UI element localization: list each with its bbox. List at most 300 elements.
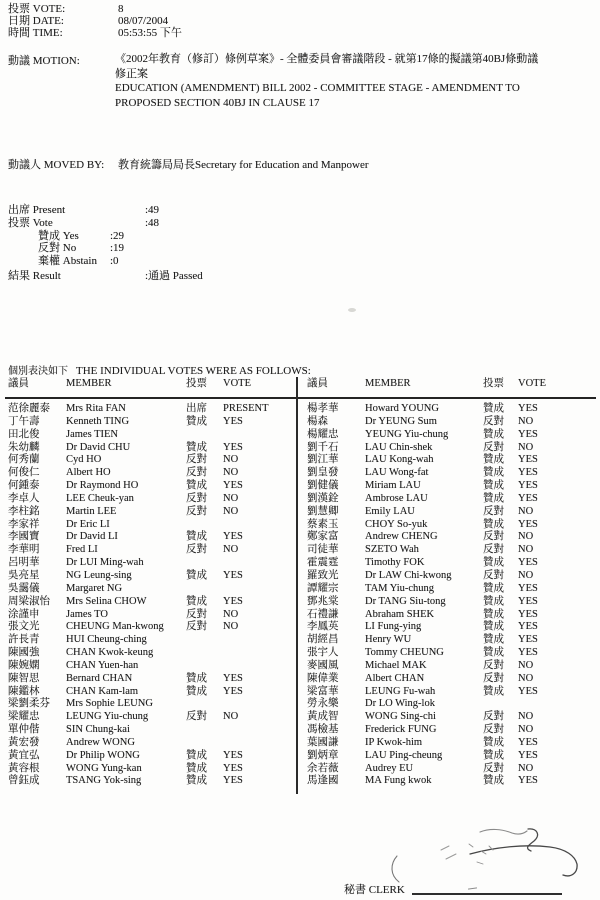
member-name-en: Mrs Rita FAN	[66, 403, 126, 414]
member-vote-row	[307, 442, 595, 455]
member-vote-zh: 贊成	[483, 634, 504, 646]
member-vote-zh: 反對	[186, 492, 207, 504]
member-vote-row	[307, 467, 595, 480]
summary-vote-row	[8, 217, 203, 230]
member-vote-en: YES	[518, 492, 538, 504]
member-vote-row	[8, 686, 294, 699]
member-vote-en: YES	[518, 775, 538, 787]
member-name-en: Andrew CHENG	[365, 531, 438, 543]
member-vote-zh	[186, 737, 223, 750]
yes-value: :29	[110, 229, 125, 242]
member-name-zh: 陳智思	[8, 672, 40, 684]
member-name-en: Abraham SHEK	[365, 608, 435, 620]
member-vote-en	[223, 519, 294, 532]
member-vote-en: YES	[223, 531, 243, 543]
member-vote-zh	[186, 557, 223, 570]
member-vote-row	[307, 609, 595, 622]
member-vote-en	[223, 429, 294, 442]
member-name-zh: 麥國風	[307, 659, 339, 671]
motion-section	[8, 52, 538, 110]
member-name-zh: 霍震霆	[307, 557, 339, 569]
member-vote-zh: 反對	[186, 467, 207, 479]
no-label: 反對 No	[38, 242, 77, 255]
member-vote-zh	[186, 429, 223, 442]
member-vote-row	[8, 544, 294, 557]
member-vote-zh: 反對	[483, 672, 504, 684]
col-member-zh: 議員	[8, 378, 29, 389]
member-name-en: Martin LEE	[66, 505, 117, 517]
member-vote-zh	[186, 583, 223, 596]
clerk-label: 秘書 CLERK	[344, 884, 405, 896]
member-name-en: Albert CHAN	[365, 672, 425, 684]
col-vote-en: VOTE	[518, 378, 546, 389]
member-vote-en: YES	[518, 454, 538, 466]
member-vote-row	[8, 493, 294, 506]
votes-table-left	[8, 378, 294, 788]
member-name-en: Frederick FUNG	[365, 724, 437, 736]
member-name-zh: 梁富華	[307, 685, 339, 697]
clerk-signature	[385, 820, 585, 890]
member-vote-en: YES	[518, 749, 538, 761]
moved-by-label: 動議人 MOVED BY:	[8, 159, 105, 171]
member-vote-zh: 贊成	[483, 467, 504, 479]
member-name-en: WONG Sing-chi	[365, 711, 436, 723]
member-name-zh: 涂謹申	[8, 608, 40, 620]
member-vote-zh: 贊成	[186, 749, 207, 761]
member-vote-en: NO	[223, 492, 239, 504]
member-name-en: Dr Philip WONG	[66, 749, 140, 761]
member-vote-row	[307, 493, 595, 506]
member-vote-zh: 贊成	[483, 595, 504, 607]
member-name-en: Dr LO Wing-lok	[365, 698, 435, 710]
member-name-en: Dr TANG Siu-tong	[365, 595, 446, 607]
scan-smudge	[348, 308, 356, 312]
member-name-en: LAU Chin-shek	[365, 441, 433, 453]
member-vote-row	[307, 724, 595, 737]
member-vote-row	[307, 454, 595, 467]
member-name-zh: 梁耀忠	[8, 711, 40, 723]
summary-no-row	[8, 242, 203, 255]
member-vote-zh: 反對	[483, 659, 504, 671]
member-vote-row	[307, 763, 595, 776]
member-vote-en: YES	[223, 775, 243, 787]
member-vote-row	[8, 711, 294, 724]
member-vote-row	[307, 621, 595, 634]
member-name-en: LI Fung-ying	[365, 621, 422, 633]
member-vote-en: NO	[518, 672, 534, 684]
member-name-en: Dr LAW Chi-kwong	[365, 569, 452, 581]
member-vote-zh	[186, 647, 223, 660]
member-name-en: Mrs Sophie LEUNG	[66, 698, 153, 710]
member-vote-zh: 反對	[483, 531, 504, 543]
member-vote-zh	[186, 698, 223, 711]
member-vote-zh: 贊成	[483, 428, 504, 440]
member-vote-zh: 贊成	[483, 480, 504, 492]
abstain-value: :0	[110, 255, 119, 268]
member-vote-row	[8, 737, 294, 750]
member-name-en: Cyd HO	[66, 454, 102, 466]
member-vote-row	[8, 596, 294, 609]
member-vote-zh: 贊成	[186, 441, 207, 453]
member-vote-zh: 贊成	[186, 415, 207, 427]
individual-votes-heading-zh: 個別表決如下	[8, 366, 68, 377]
member-vote-row	[307, 698, 595, 711]
member-vote-zh	[186, 724, 223, 737]
member-vote-zh: 贊成	[186, 569, 207, 581]
member-name-zh: 葉國謙	[307, 736, 339, 748]
member-name-en: Dr YEUNG Sum	[365, 415, 437, 427]
member-vote-en: NO	[518, 762, 534, 774]
member-name-zh: 譚耀宗	[307, 582, 339, 594]
member-vote-zh: 贊成	[483, 582, 504, 594]
summary-present-row	[8, 204, 203, 217]
member-name-en: Dr Eric LI	[66, 518, 110, 530]
member-vote-zh: 反對	[483, 544, 504, 556]
member-vote-row	[307, 647, 595, 660]
member-vote-zh	[186, 519, 223, 532]
member-vote-en: NO	[223, 505, 239, 517]
member-vote-row	[307, 634, 595, 647]
member-vote-zh: 贊成	[483, 518, 504, 530]
col-vote-en: VOTE	[223, 378, 251, 389]
member-name-zh: 余若薇	[307, 762, 339, 774]
member-vote-zh: 贊成	[483, 621, 504, 633]
member-name-zh: 劉慧卿	[307, 505, 339, 517]
col-vote-zh: 投票	[483, 378, 504, 389]
member-name-zh: 李柱銘	[8, 505, 40, 517]
member-vote-zh: 反對	[483, 441, 504, 453]
member-name-en: CHAN Yuen-han	[66, 659, 139, 671]
summary-result-row	[8, 270, 203, 283]
member-vote-en: NO	[518, 569, 534, 581]
member-vote-en: YES	[518, 608, 538, 620]
member-name-en: Dr David LI	[66, 531, 118, 543]
summary-abstain-row	[8, 255, 203, 268]
member-vote-row	[307, 506, 595, 519]
member-vote-row	[8, 506, 294, 519]
yes-label: 贊成 Yes	[38, 229, 79, 242]
member-vote-en: YES	[223, 415, 243, 427]
member-vote-en: NO	[518, 441, 534, 453]
member-name-en: Dr Raymond HO	[66, 480, 139, 492]
member-vote-row	[8, 454, 294, 467]
member-name-zh: 劉健儀	[307, 480, 339, 492]
member-name-zh: 楊孝華	[307, 403, 339, 414]
member-vote-zh: 反對	[186, 608, 207, 620]
member-name-zh: 朱幼麟	[8, 441, 40, 453]
member-vote-en: NO	[518, 659, 534, 671]
member-name-zh: 何鍾泰	[8, 480, 40, 492]
member-vote-zh: 反對	[483, 415, 504, 427]
member-name-zh: 劉炳章	[307, 749, 339, 761]
member-vote-row	[8, 416, 294, 429]
member-name-zh: 鄧兆棠	[307, 595, 339, 607]
member-vote-en	[518, 698, 595, 711]
member-vote-row	[8, 621, 294, 634]
col-member-en: MEMBER	[365, 378, 411, 389]
member-vote-row	[8, 403, 294, 416]
member-name-en: CHAN Kwok-keung	[66, 647, 154, 659]
member-name-zh: 馬逢國	[307, 775, 339, 787]
member-vote-zh: 贊成	[483, 557, 504, 569]
member-vote-row	[307, 686, 595, 699]
motion-line-zh-1: 《2002年教育（修訂）條例草案》- 全體委員會審議階段 - 就第17條的擬議第40BJ條動議	[115, 53, 539, 65]
member-vote-en: NO	[518, 724, 534, 736]
member-name-zh: 陳偉業	[307, 672, 339, 684]
result-label: 結果 Result	[8, 269, 61, 282]
member-vote-en: YES	[518, 518, 538, 530]
member-name-en: LAU Ping-cheung	[365, 749, 443, 761]
member-vote-en: NO	[223, 454, 239, 466]
member-vote-en	[223, 634, 294, 647]
member-name-en: Tommy CHEUNG	[365, 647, 444, 659]
votes-table-left-header	[8, 378, 294, 390]
member-vote-row	[8, 429, 294, 442]
member-vote-zh: 贊成	[186, 685, 207, 697]
individual-votes-heading-en: THE INDIVIDUAL VOTES WERE AS FOLLOWS:	[76, 365, 311, 377]
member-name-zh: 李家祥	[8, 518, 40, 530]
member-vote-row	[307, 775, 595, 788]
votes-table-right	[307, 378, 595, 788]
vote-number-value: 8	[118, 3, 124, 15]
clerk-signature-line	[412, 893, 562, 895]
member-name-en: Andrew WONG	[66, 736, 135, 748]
member-vote-en: YES	[223, 595, 243, 607]
member-name-en: Emily LAU	[365, 505, 415, 517]
member-name-en: Mrs Selina CHOW	[66, 595, 147, 607]
member-name-zh: 勞永樂	[307, 698, 339, 710]
member-vote-row	[307, 519, 595, 532]
member-name-zh: 何秀蘭	[8, 454, 40, 466]
member-vote-en: YES	[518, 582, 538, 594]
no-value: :19	[110, 242, 125, 255]
member-vote-zh: 贊成	[483, 775, 504, 787]
member-name-en: Kenneth TING	[66, 415, 130, 427]
member-name-zh: 曾鈺成	[8, 775, 40, 787]
member-vote-row	[8, 750, 294, 763]
member-vote-zh: 贊成	[483, 492, 504, 504]
member-vote-en: YES	[223, 480, 243, 492]
vote-number-row	[8, 3, 182, 15]
member-name-zh: 鄭家富	[307, 531, 339, 543]
member-name-en: James TIEN	[66, 428, 119, 440]
col-member-en: MEMBER	[66, 378, 112, 389]
member-vote-zh: 反對	[186, 454, 207, 466]
member-vote-en	[223, 647, 294, 660]
member-name-en: Fred LI	[66, 544, 98, 556]
member-name-zh: 楊耀忠	[307, 428, 339, 440]
member-vote-row	[8, 634, 294, 647]
member-name-en: Henry WU	[365, 634, 412, 646]
member-vote-en: YES	[518, 595, 538, 607]
member-vote-zh: 反對	[483, 569, 504, 581]
member-name-zh: 吳亮星	[8, 569, 40, 581]
vote-meta	[8, 3, 182, 39]
member-vote-en	[223, 698, 294, 711]
member-vote-zh: 反對	[483, 762, 504, 774]
member-name-zh: 劉江華	[307, 454, 339, 466]
member-vote-en: YES	[223, 749, 243, 761]
member-vote-zh: 贊成	[483, 454, 504, 466]
member-vote-en: YES	[518, 634, 538, 646]
time-row	[8, 27, 182, 39]
member-name-zh: 陳婉嫻	[8, 659, 40, 671]
member-vote-row	[8, 647, 294, 660]
member-vote-zh: 反對	[483, 724, 504, 736]
member-vote-row	[8, 609, 294, 622]
member-name-zh: 陳鑑林	[8, 685, 40, 697]
member-vote-row	[8, 557, 294, 570]
col-member-zh: 議員	[307, 378, 328, 389]
member-name-en: WONG Yung-kan	[66, 762, 142, 774]
member-name-en: LAU Wong-fat	[365, 467, 429, 479]
member-vote-row	[307, 583, 595, 596]
member-vote-row	[8, 673, 294, 686]
member-name-zh: 胡經昌	[307, 634, 339, 646]
motion-line-en-1: EDUCATION (AMENDMENT) BILL 2002 - COMMITTEE STAGE - AMENDMENT TO	[115, 82, 520, 94]
col-vote-zh: 投票	[186, 378, 207, 389]
member-vote-en: NO	[518, 531, 534, 543]
member-vote-row	[307, 596, 595, 609]
member-vote-en: NO	[223, 621, 239, 633]
member-name-en: Dr LUI Ming-wah	[66, 557, 144, 569]
motion-text	[115, 52, 538, 110]
member-vote-en: YES	[223, 762, 243, 774]
member-vote-en: NO	[518, 544, 534, 556]
vote-count-label: 投票 Vote	[8, 216, 53, 229]
member-vote-zh	[186, 634, 223, 647]
member-name-en: TSANG Yok-sing	[66, 775, 142, 787]
member-vote-row	[8, 698, 294, 711]
member-name-zh: 司徒華	[307, 544, 339, 556]
member-vote-en	[223, 660, 294, 673]
member-vote-zh: 反對	[186, 621, 207, 633]
member-vote-row	[307, 531, 595, 544]
member-name-zh: 張宇人	[307, 647, 339, 659]
member-vote-en	[223, 583, 294, 596]
member-vote-zh	[186, 660, 223, 673]
abstain-label: 棄權 Abstain	[38, 255, 97, 268]
member-vote-en: NO	[223, 544, 239, 556]
member-name-zh: 范徐麗泰	[8, 403, 50, 414]
member-vote-row	[8, 519, 294, 532]
member-name-zh: 周梁淑怡	[8, 595, 50, 607]
member-name-en: SIN Chung-kai	[66, 724, 130, 736]
member-name-zh: 呂明華	[8, 557, 40, 569]
member-vote-en: YES	[518, 467, 538, 479]
member-name-en: LEUNG Yiu-chung	[66, 711, 149, 723]
member-vote-en: YES	[518, 428, 538, 440]
individual-votes-heading	[8, 362, 311, 377]
member-name-zh: 石禮謙	[307, 608, 339, 620]
member-name-zh: 馮檢基	[307, 724, 339, 736]
member-name-zh: 黃宜弘	[8, 749, 40, 761]
member-name-en: Bernard CHAN	[66, 672, 133, 684]
member-vote-en: YES	[518, 557, 538, 569]
member-name-zh: 單仲偕	[8, 724, 40, 736]
member-vote-en	[223, 737, 294, 750]
member-name-en: SZETO Wah	[365, 544, 419, 556]
member-name-en: YEUNG Yiu-chung	[365, 428, 449, 440]
member-name-en: LEE Cheuk-yan	[66, 492, 134, 504]
member-vote-row	[8, 775, 294, 788]
member-vote-zh: 反對	[186, 505, 207, 517]
member-vote-row	[8, 660, 294, 673]
member-name-en: CHEUNG Man-kwong	[66, 621, 164, 633]
member-vote-en: YES	[518, 736, 538, 748]
member-name-zh: 黃宏發	[8, 736, 40, 748]
member-vote-zh: 贊成	[483, 736, 504, 748]
member-name-zh: 梁劉柔芬	[8, 698, 50, 710]
member-name-zh: 張文光	[8, 621, 40, 633]
member-name-zh: 楊森	[307, 415, 328, 427]
member-vote-en: YES	[518, 621, 538, 633]
member-vote-row	[307, 480, 595, 493]
summary-yes-row	[8, 230, 203, 243]
member-name-zh: 何俊仁	[8, 467, 40, 479]
member-vote-en	[223, 557, 294, 570]
member-vote-zh: 反對	[186, 544, 207, 556]
member-vote-row	[307, 570, 595, 583]
member-name-zh: 李卓人	[8, 492, 40, 504]
member-name-en: TAM Yiu-chung	[365, 582, 435, 594]
member-vote-en: NO	[518, 711, 534, 723]
member-vote-en	[223, 724, 294, 737]
time-label: 時間 TIME:	[8, 27, 63, 39]
member-vote-row	[307, 750, 595, 763]
vote-summary	[8, 204, 203, 283]
member-name-en: James TO	[66, 608, 108, 620]
member-vote-row	[8, 724, 294, 737]
member-name-en: IP Kwok-him	[365, 736, 423, 748]
member-vote-row	[307, 737, 595, 750]
member-vote-en: NO	[518, 415, 534, 427]
member-name-zh: 李國寶	[8, 531, 40, 543]
member-vote-zh: 贊成	[186, 595, 207, 607]
member-vote-en: YES	[223, 672, 243, 684]
member-name-en: CHOY So-yuk	[365, 518, 428, 530]
member-vote-zh: 反對	[483, 711, 504, 723]
member-vote-zh: 反對	[483, 505, 504, 517]
member-name-zh: 許長青	[8, 634, 40, 646]
member-vote-row	[307, 673, 595, 686]
member-vote-zh: 贊成	[483, 647, 504, 659]
present-value: :49	[145, 204, 160, 216]
member-name-en: Ambrose LAU	[365, 492, 428, 504]
member-vote-en: YES	[518, 685, 538, 697]
table-center-divider	[296, 377, 298, 794]
member-vote-en: YES	[223, 441, 243, 453]
member-name-en: Timothy FOK	[365, 557, 425, 569]
member-name-zh: 李鳳英	[307, 621, 339, 633]
member-vote-zh: 贊成	[186, 672, 207, 684]
member-name-zh: 劉千石	[307, 441, 339, 453]
member-vote-row	[307, 429, 595, 442]
member-vote-row	[8, 570, 294, 583]
member-vote-zh: 贊成	[186, 762, 207, 774]
member-vote-zh: 贊成	[483, 685, 504, 697]
date-row	[8, 15, 182, 27]
member-name-zh: 陳國強	[8, 647, 40, 659]
vote-number-label: 投票 VOTE:	[8, 3, 66, 15]
result-value: :通過 Passed	[145, 269, 203, 282]
member-name-en: Audrey EU	[365, 762, 414, 774]
member-vote-en: YES	[518, 403, 538, 414]
member-vote-row	[8, 583, 294, 596]
member-vote-zh: 贊成	[186, 480, 207, 492]
member-name-zh: 丁午壽	[8, 415, 40, 427]
member-vote-en: NO	[223, 608, 239, 620]
